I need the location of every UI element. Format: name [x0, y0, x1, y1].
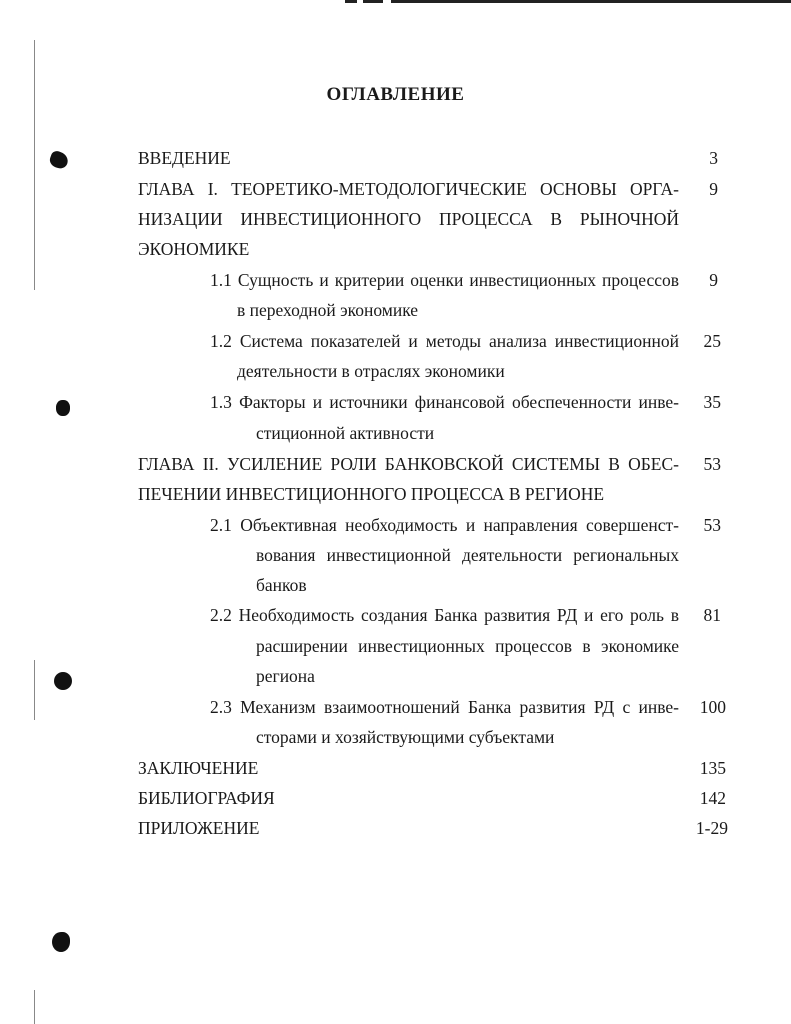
toc-line: 1.2 Система показателей и методы анализа инвестиционной: [210, 331, 679, 351]
toc-page-number: 9: [709, 179, 718, 199]
binding-hole-mark: [54, 672, 72, 690]
binding-hole-mark: [52, 932, 70, 952]
toc-page-number: 53: [703, 515, 721, 535]
left-margin-line-bottom: [34, 990, 35, 1024]
left-margin-line-lower: [34, 660, 35, 720]
toc-page-number: 100: [699, 697, 726, 717]
toc-line: 2.2 Необходимость создания Банка развития РД и его роль в: [210, 605, 679, 625]
toc-page-number: 1-29: [695, 818, 728, 838]
toc-line: 2.3 Механизм взаимоотношений Банка развития РД с инве-: [210, 697, 679, 717]
toc-line: 1.3 Факторы и источники финансовой обеспеченности инве-: [210, 392, 679, 412]
toc-page-number: 142: [699, 788, 726, 808]
toc-line: ПРИЛОЖЕНИЕ: [138, 818, 260, 838]
toc-line: вования инвестиционной деятельности региональных: [256, 545, 679, 565]
toc-line: сторами и хозяйствующими субъектами: [256, 727, 555, 747]
toc-line: ГЛАВА II. УСИЛЕНИЕ РОЛИ БАНКОВСКОЙ СИСТЕМЫ В ОБЕС-: [138, 454, 679, 474]
toc-line: ЗАКЛЮЧЕНИЕ: [138, 758, 259, 778]
toc-page-number: 35: [703, 392, 721, 412]
binding-hole-mark: [56, 400, 70, 416]
left-margin-line: [34, 40, 35, 290]
toc-line: ВВЕДЕНИЕ: [138, 148, 231, 168]
page-title: ОГЛАВЛЕНИЕ: [326, 84, 465, 105]
toc-line: в переходной экономике: [237, 300, 419, 320]
toc-line: 1.1 Сущность и критерии оценки инвестиционных процессов: [210, 270, 679, 290]
toc-line: расширении инвестиционных процессов в экономике: [256, 636, 679, 656]
toc-line: ЭКОНОМИКЕ: [138, 239, 250, 259]
toc-line: деятельности в отраслях экономики: [237, 361, 505, 381]
toc-line: банков: [256, 575, 307, 595]
toc-line: 2.1 Объективная необходимость и направления совершенст-: [210, 515, 679, 535]
toc-line: ПЕЧЕНИИ ИНВЕСТИЦИОННОГО ПРОЦЕССА В РЕГИОНЕ: [138, 484, 605, 504]
toc-page-number: 135: [699, 758, 726, 778]
toc-line: БИБЛИОГРАФИЯ: [138, 788, 275, 808]
toc-line: ГЛАВА I. ТЕОРЕТИКО-МЕТОДОЛОГИЧЕСКИЕ ОСНОВЫ ОРГА-: [138, 179, 679, 199]
toc-line: стиционной активности: [256, 423, 435, 443]
toc-page-number: 81: [703, 605, 721, 625]
toc-page-number: 25: [703, 331, 721, 351]
binding-hole-mark: [48, 149, 70, 170]
top-scan-border: [345, 0, 791, 4]
toc-page-number: 3: [709, 148, 718, 168]
toc-page-number: 53: [703, 454, 721, 474]
toc-line: НИЗАЦИИ ИНВЕСТИЦИОННОГО ПРОЦЕССА В РЫНОЧНОЙ: [138, 209, 679, 229]
toc-page-number: 9: [709, 270, 718, 290]
toc-line: региона: [256, 666, 315, 686]
